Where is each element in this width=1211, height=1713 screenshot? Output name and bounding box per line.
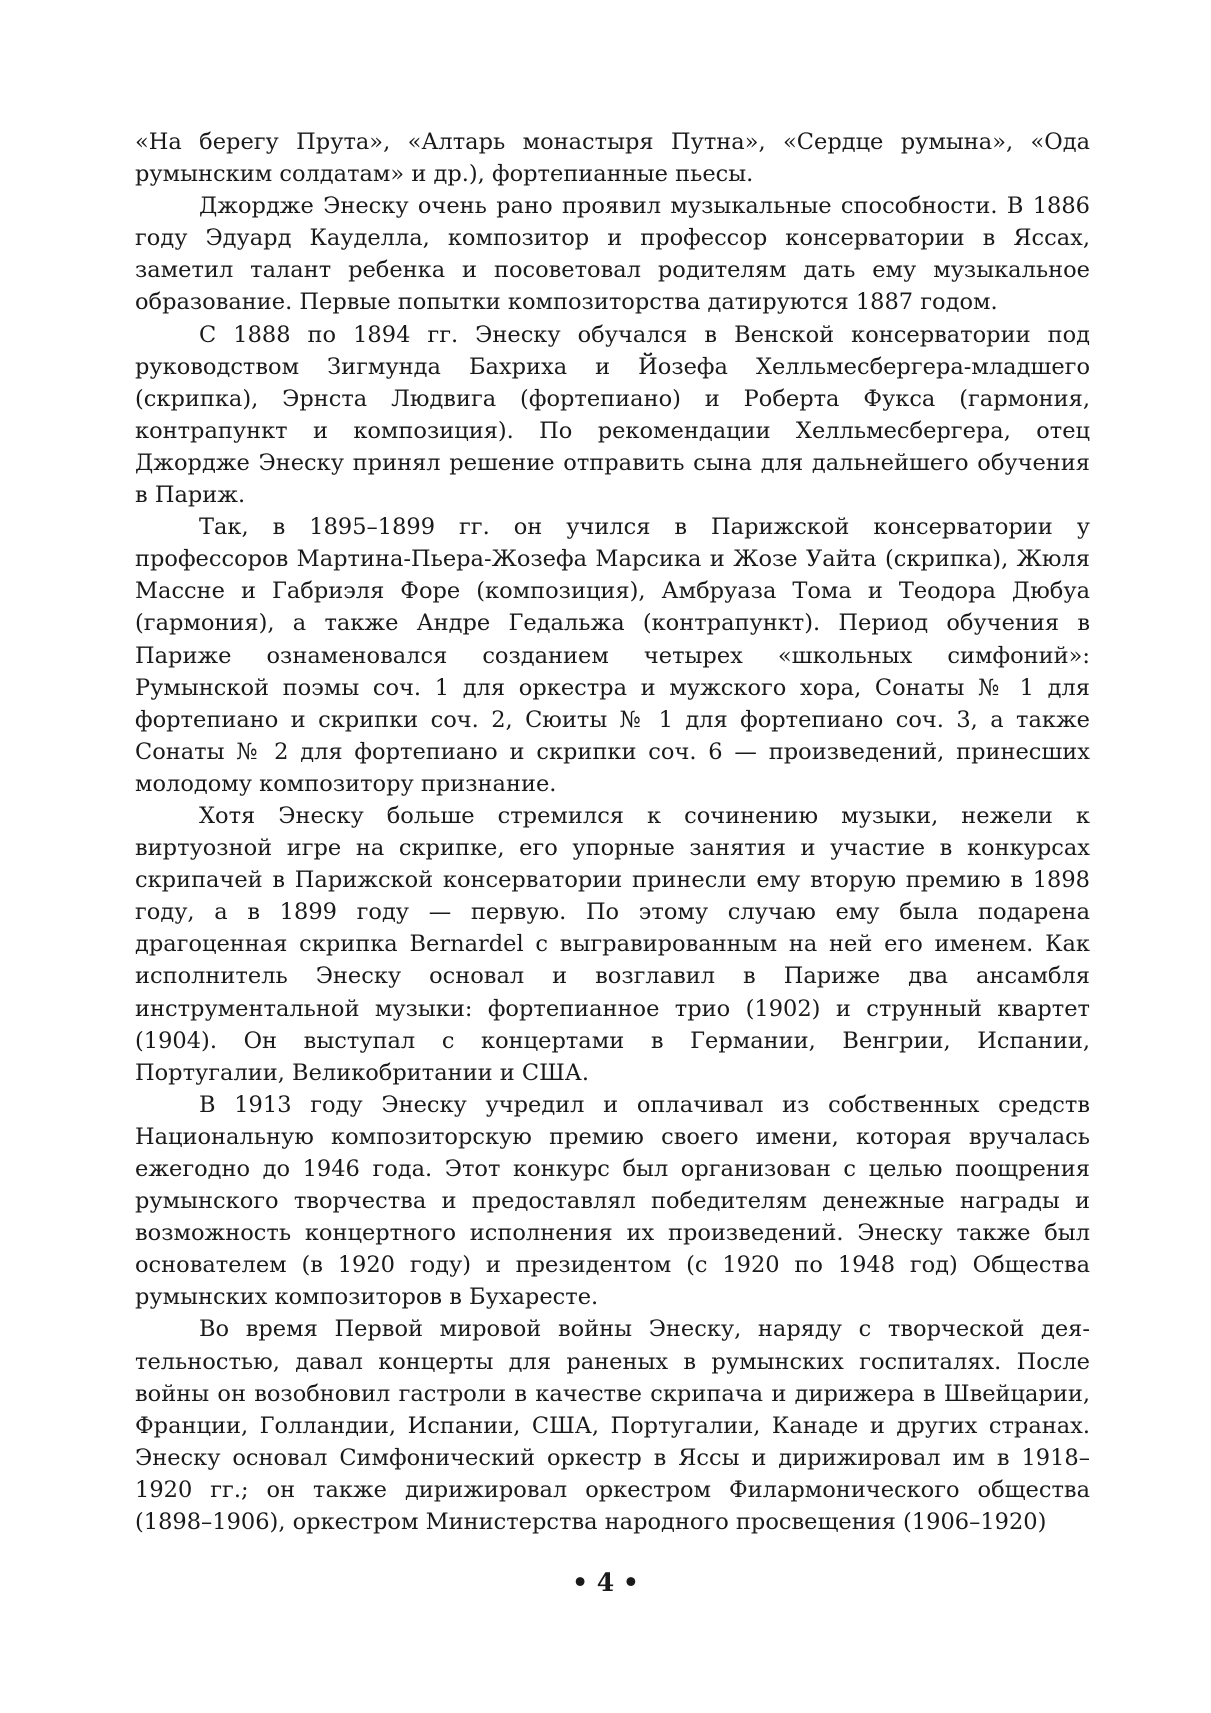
- paragraph-paris-study: Так, в 1895–1899 гг. он учился в Парижской консерватории у профессоров Мартина-Пьера-Жозефа Марсика и Жозе Уайта (скрипка), Жюля Массне и Габриэля Форе (композиция), Амбруаза Тома и Теодора Дюбуа (гармония), а также Андре Гедальжа (контрапункт). Период обучения в Париже ознаменовался созданием четырех «школьных симфоний»: Румынской поэмы соч. 1 для оркестра и мужского хора, Сонаты № 1 для фортепиано и скрипки соч. 2, Сюиты № 1 для фортепиано соч. 3, а также Сонаты № 2 для фортепиано и скрипки соч. 6 — произведений, принесших молодому композитору признание.: [135, 514, 1090, 797]
- paragraph-violin-career: Хотя Энеску больше стремился к сочинению музыки, нежели к виртуозной игре на скрипке, его упорные занятия и участие в конкурсах скрипачей в Парижской консерватории принесли ему вторую премию в 1898 году, а в 1899 году — первую. По этому случаю ему была подарена драгоценная скрипка Bernardel с выгравированным на ней его именем. Как исполнитель Энеску основал и возглавил в Париже два ансамбля инструментальной музыки: фортепианное трио (1902) и струнный квартет (1904). Он выступал с концертами в Германии, Венгрии, Испании, Португалии, Великобритании и США.: [135, 802, 1090, 1086]
- body-text: [135, 126, 1090, 1538]
- paragraph-war-years: Во время Первой мировой войны Энеску, наряду с творческой деятельностью, давал концерты для раненых в румынских госпиталях. После войны он возобновил гастроли в качестве скрипача и дирижера в Швейцарии, Франции, Голландии, Испании, США, Португалии, Канаде и других странах. Энеску основал Симфонический оркестр в Яссы и дирижировал им в 1918–1920 гг.; он также дирижировал оркестром Филармонического общества (1898–1906), оркестром Министерства народного просвещения (1906–1920): [135, 1316, 1090, 1536]
- paragraph-composers-prize: В 1913 году Энеску учредил и оплачивал из собственных средств Национальную композиторскую премию своего имени, которая вручалась ежегодно до 1946 года. Этот конкурс был организован с целью поощрения румынского творчества и предоставлял победителям денежные награды и возможность концертного исполнения их произведений. Энеску также был основателем (в 1920 году) и президентом (с 1920 по 1948 год) Общества румынских композиторов в Бухаресте.: [135, 1091, 1090, 1311]
- paragraph-continuation: «На берегу Прута», «Алтарь монастыря Путна», «Сердце румына», «Ода румынским солдатам» и др.), фортепианные пьесы.: [135, 129, 1090, 188]
- page-number: • 4 •: [572, 1568, 639, 1597]
- paragraph-vienna-study: С 1888 по 1894 гг. Энеску обучался в Венской консерватории под руководством Зигмунда Бахриха и Йозефа Хелльмесбергера-младшего (скрипка), Эрнста Людвига (фортепиано) и Роберта Фукса (гармония, контрапункт и композиция). По рекомендации Хелльмесбергера, отец Джордже Энеску принял решение отправить сына для дальнейшего обучения в Париж.: [135, 321, 1090, 509]
- paragraph-early-talent: Джордже Энеску очень рано проявил музыкальные способности. В 1886 году Эдуард Кауделла, композитор и профессор консерватории в Яссах, заметил талант ребенка и посоветовал родителям дать ему музыкальное образование. Первые попытки композиторства датируются 1887 годом.: [135, 193, 1090, 316]
